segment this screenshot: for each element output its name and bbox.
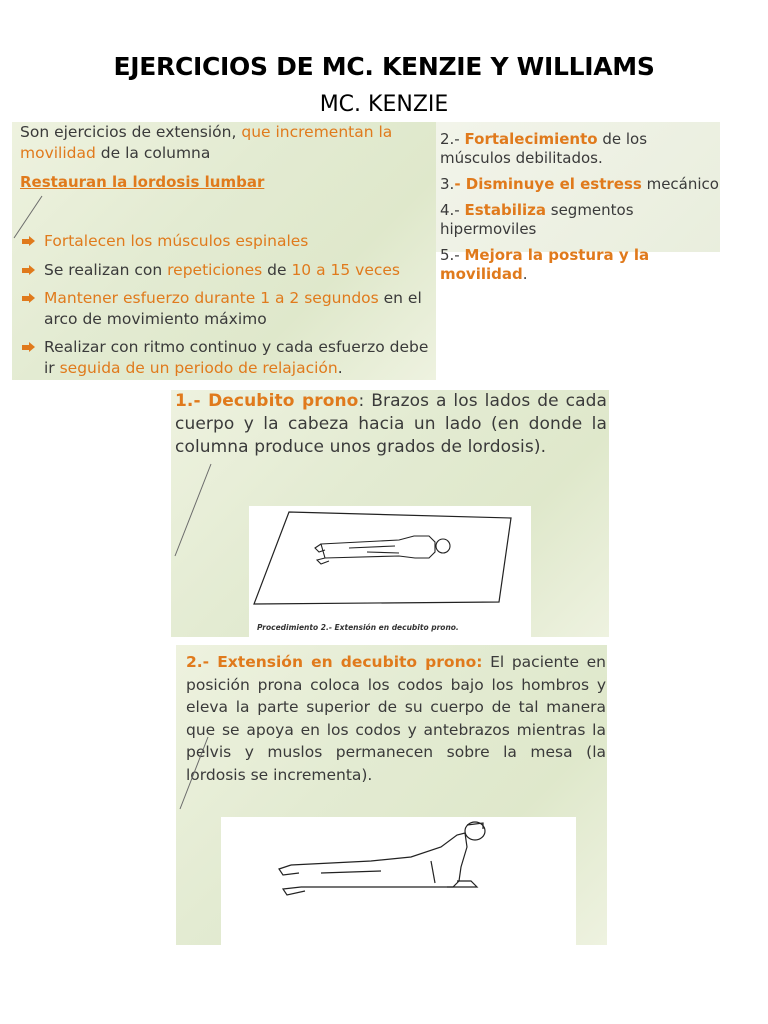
item-highlight: Mejora la postura y la movilidad — [440, 246, 650, 283]
list-item — [20, 337, 432, 378]
slide-benefits-list — [436, 122, 720, 283]
item-number: 3. — [440, 175, 455, 193]
arrow-bullet-icon-head — [29, 293, 35, 303]
intro-highlight: que incrementan la movilidad — [20, 123, 393, 162]
prone-extension-illustration — [221, 817, 576, 945]
slide-exercise-1 — [171, 390, 609, 637]
prone-extension-person-drawing — [221, 817, 576, 945]
item-highlight: Estabiliza — [464, 201, 546, 219]
prone-figure-illustration — [249, 506, 531, 637]
bullet-text: Realizar con ritmo continuo y cada esfuerzo debe ir — [44, 338, 429, 377]
decorative-line — [171, 460, 221, 560]
intro-part-1: Son ejercicios de extensión, — [20, 123, 242, 141]
item-text: . — [522, 265, 528, 283]
decorative-line — [176, 733, 216, 813]
bullet-list — [20, 231, 432, 386]
list-item — [440, 175, 720, 194]
item-highlight: Fortalecimiento — [464, 130, 598, 148]
list-item — [20, 260, 432, 281]
arrow-bullet-icon-head — [29, 236, 35, 246]
benefits-list — [440, 130, 720, 291]
item-number: 4.- — [440, 201, 465, 219]
slide-mckenzie-overview — [12, 122, 436, 380]
list-item — [440, 201, 720, 239]
bullet-text: Fortalecen los músculos espinales — [44, 232, 309, 250]
exercise-2-text: El paciente en posición prona coloca los codos bajo los hombros y eleva la parte superior de su cuerpo de tal manera que se apoya en los codos y antebrazos mientras la pelvis y muslos permanecen sobre la mesa (la lordosis se incrementa). — [186, 653, 606, 784]
arrow-bullet-icon-head — [29, 342, 35, 352]
prone-person-drawing — [249, 506, 531, 637]
document-subtitle: MC. KENZIE — [319, 92, 449, 117]
slide-exercise-2 — [176, 645, 607, 945]
exercise-1-title: 1.- Decubito prono — [175, 391, 359, 411]
bullet-text: en el arco de movimiento máximo — [44, 289, 422, 328]
arrow-bullet-icon-head — [29, 265, 35, 275]
item-number: 5.- — [440, 246, 465, 264]
item-text: segmentos hipermoviles — [440, 201, 634, 238]
list-item — [440, 130, 720, 168]
intro-text — [20, 122, 425, 164]
bullet-highlight: repeticiones — [167, 260, 263, 279]
list-item — [20, 288, 432, 329]
bullet-text: de — [262, 260, 292, 279]
bullet-text: . — [337, 358, 343, 377]
exercise-2-title: 2.- Extensión en decubito prono: — [186, 653, 483, 671]
exercise-1-text: : Brazos a los lados de cada cuerpo y la cabeza hacia un lado (en donde la columna produce unos grados de lordosis). — [175, 391, 607, 457]
intro-part-3: de la columna — [95, 144, 211, 162]
figure-caption: Procedimiento 2.- Extensión en decubito prono. — [257, 623, 459, 632]
bullet-highlight: Mantener esfuerzo durante 1 a 2 segundos — [44, 289, 379, 307]
bullet-text: Se realizan con — [44, 260, 168, 279]
item-number: 2.- — [440, 130, 465, 148]
item-text: mecánico — [641, 175, 719, 193]
exercise-1-description — [175, 390, 607, 459]
document-title: EJERCICIOS DE MC. KENZIE Y WILLIAMS — [113, 52, 655, 81]
list-item — [440, 246, 720, 284]
list-item — [20, 231, 432, 252]
bullet-highlight: seguida de un periodo de relajación — [59, 358, 338, 377]
item-highlight: - Disminuye el estress — [454, 175, 642, 193]
bullet-highlight: 10 a 15 veces — [291, 260, 401, 279]
item-text: de los músculos debilitados. — [440, 130, 648, 167]
exercise-2-description — [186, 651, 606, 786]
section-heading: Restauran la lordosis lumbar — [20, 173, 265, 191]
